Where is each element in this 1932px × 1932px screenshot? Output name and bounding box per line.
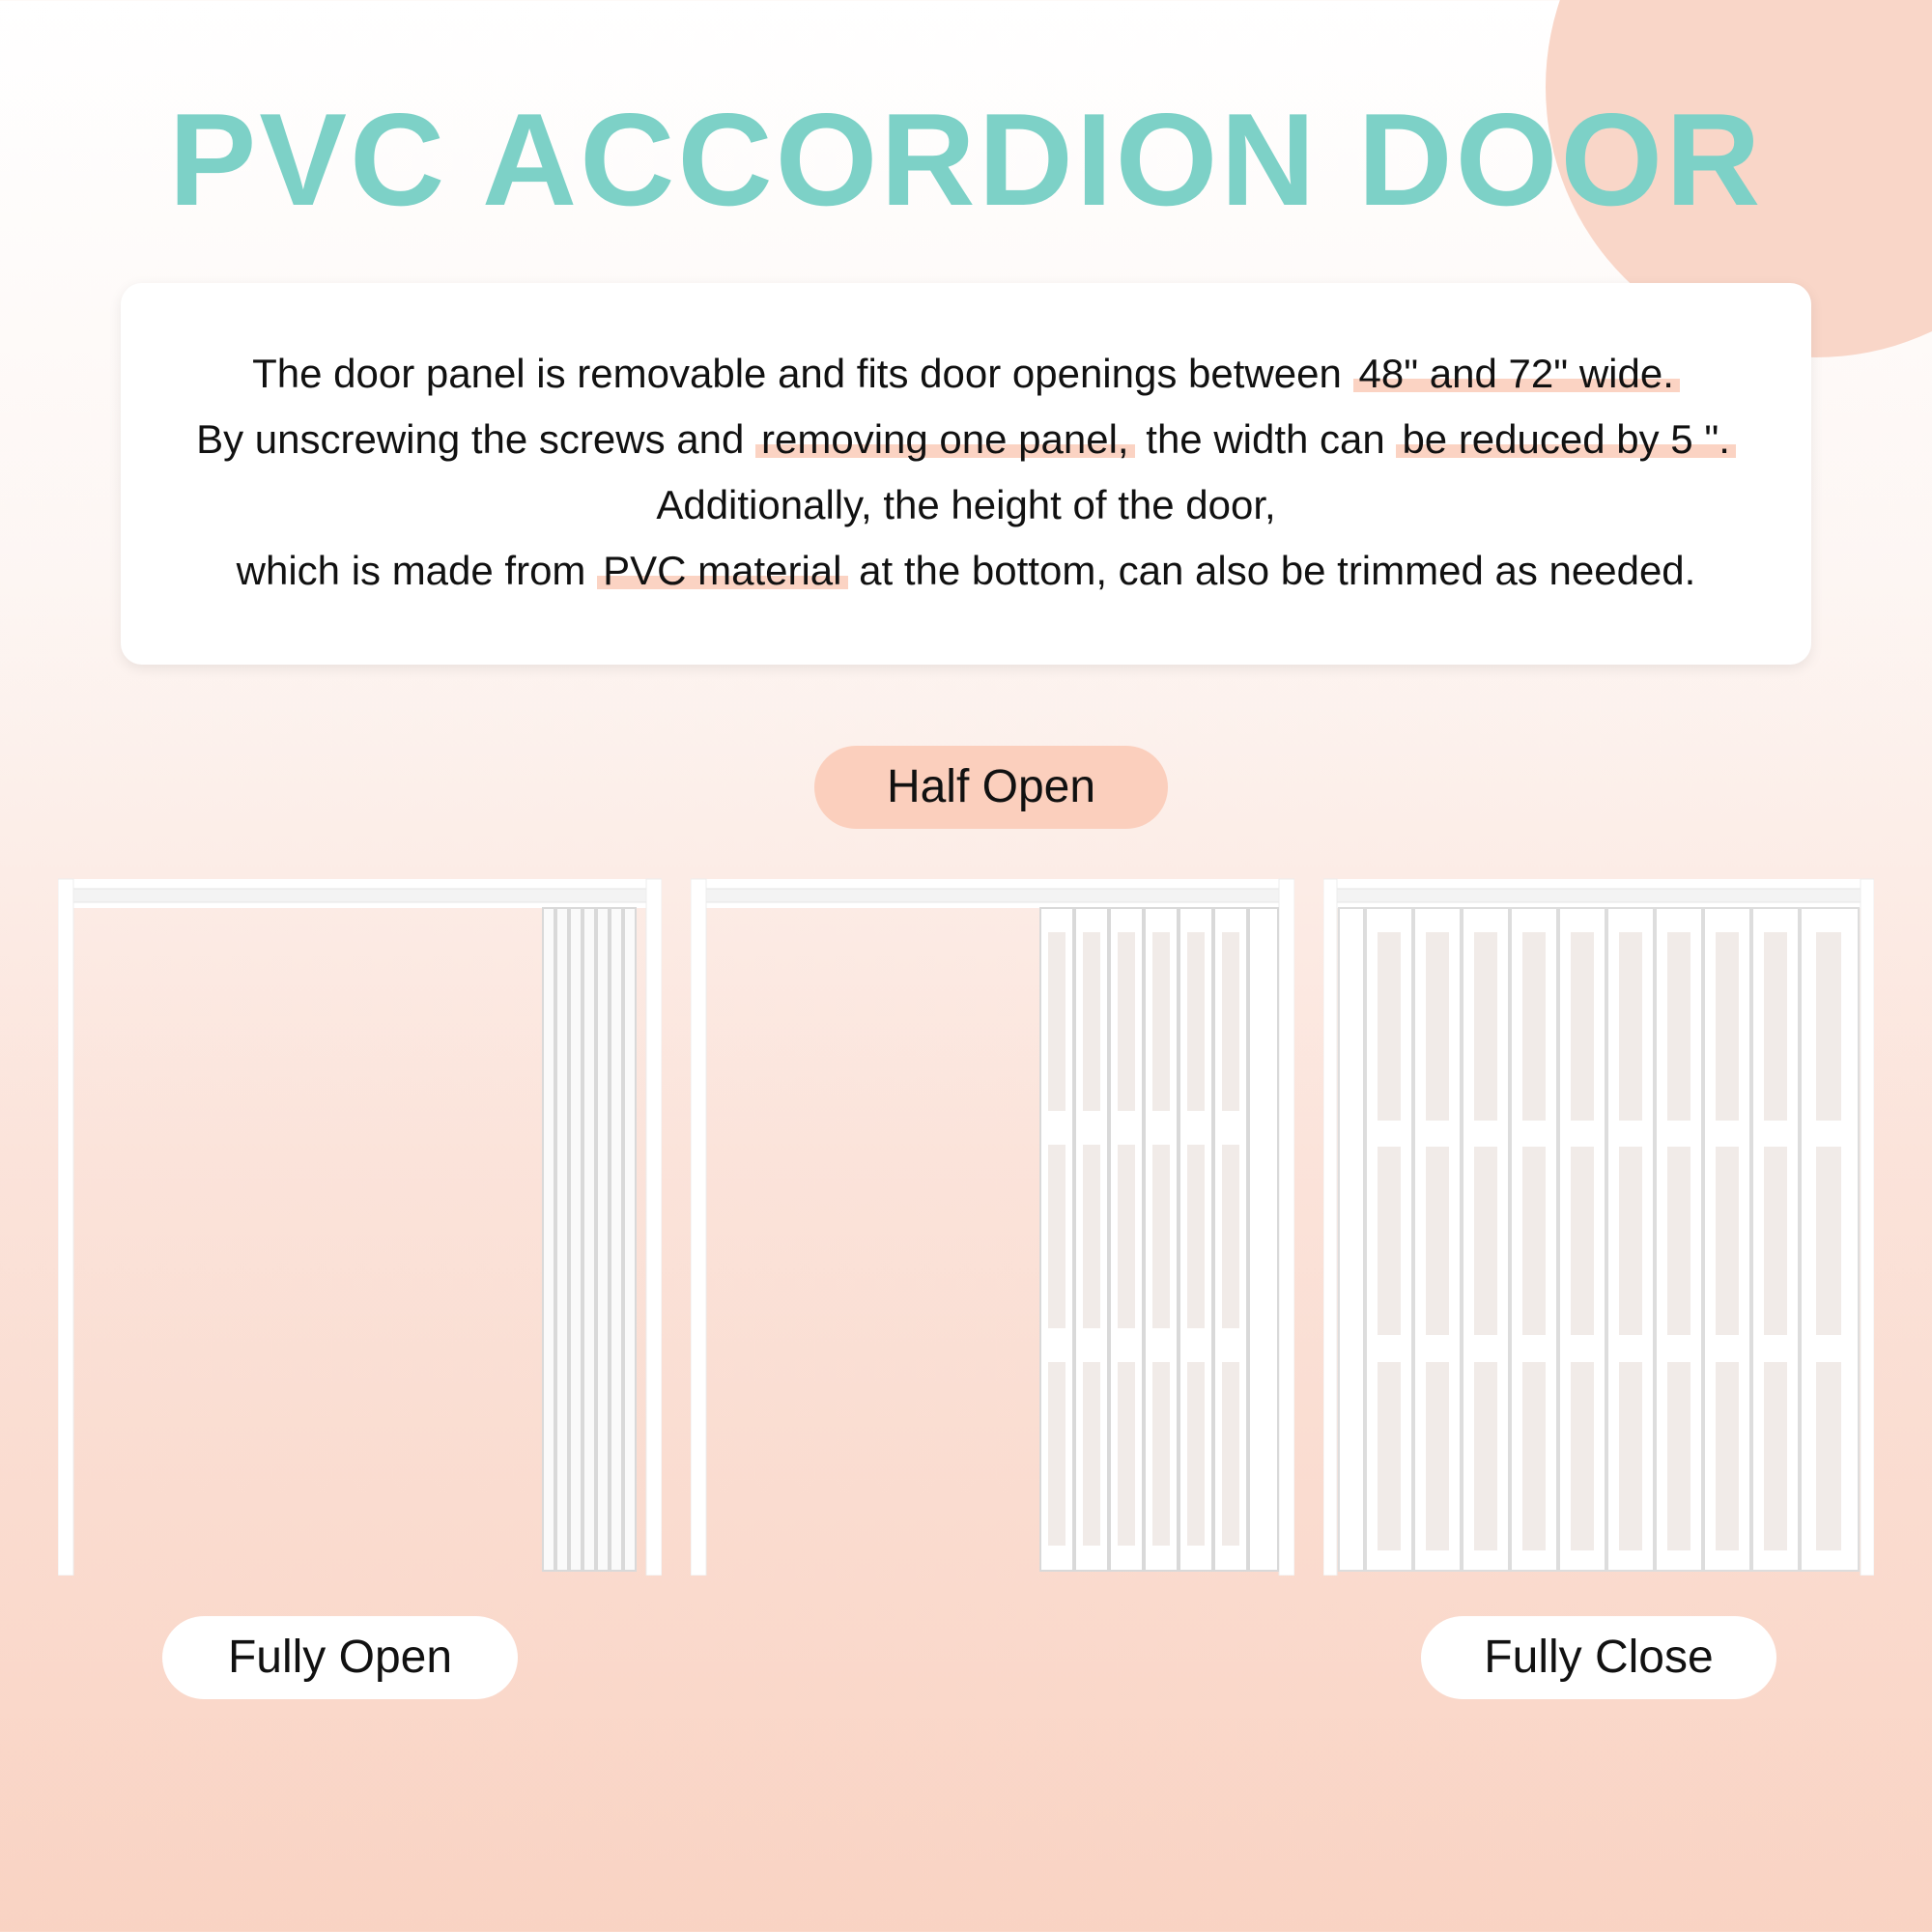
description-card — [121, 283, 1811, 665]
half-open-label: Half Open — [814, 746, 1168, 829]
door-fully-open-illustration — [58, 874, 662, 1576]
highlight-width-range: 48" and 72" wide. — [1353, 351, 1680, 396]
description-line-2: By unscrewing the screws and removing one panel, the width can be reduced by 5 ". — [121, 407, 1811, 472]
door-half-open-illustration — [691, 874, 1294, 1576]
fully-open-label: Fully Open — [162, 1616, 518, 1699]
description-text — [121, 341, 1811, 604]
highlight-pvc-material: PVC material — [597, 548, 847, 593]
door-fully-close-illustration — [1323, 874, 1874, 1576]
fully-close-label: Fully Close — [1421, 1616, 1776, 1699]
description-line-3: Additionally, the height of the door, — [656, 482, 1276, 527]
highlight-remove-panel: removing one panel, — [755, 416, 1135, 462]
description-line-1: The door panel is removable and fits door openings between 48" and 72" wide. — [121, 341, 1811, 407]
highlight-reduce-width: be reduced by 5 ". — [1396, 416, 1735, 462]
description-line-4: which is made from PVC material at the bottom, can also be trimmed as needed. — [236, 548, 1696, 593]
page-title: PVC ACCORDION DOOR — [168, 86, 1764, 233]
